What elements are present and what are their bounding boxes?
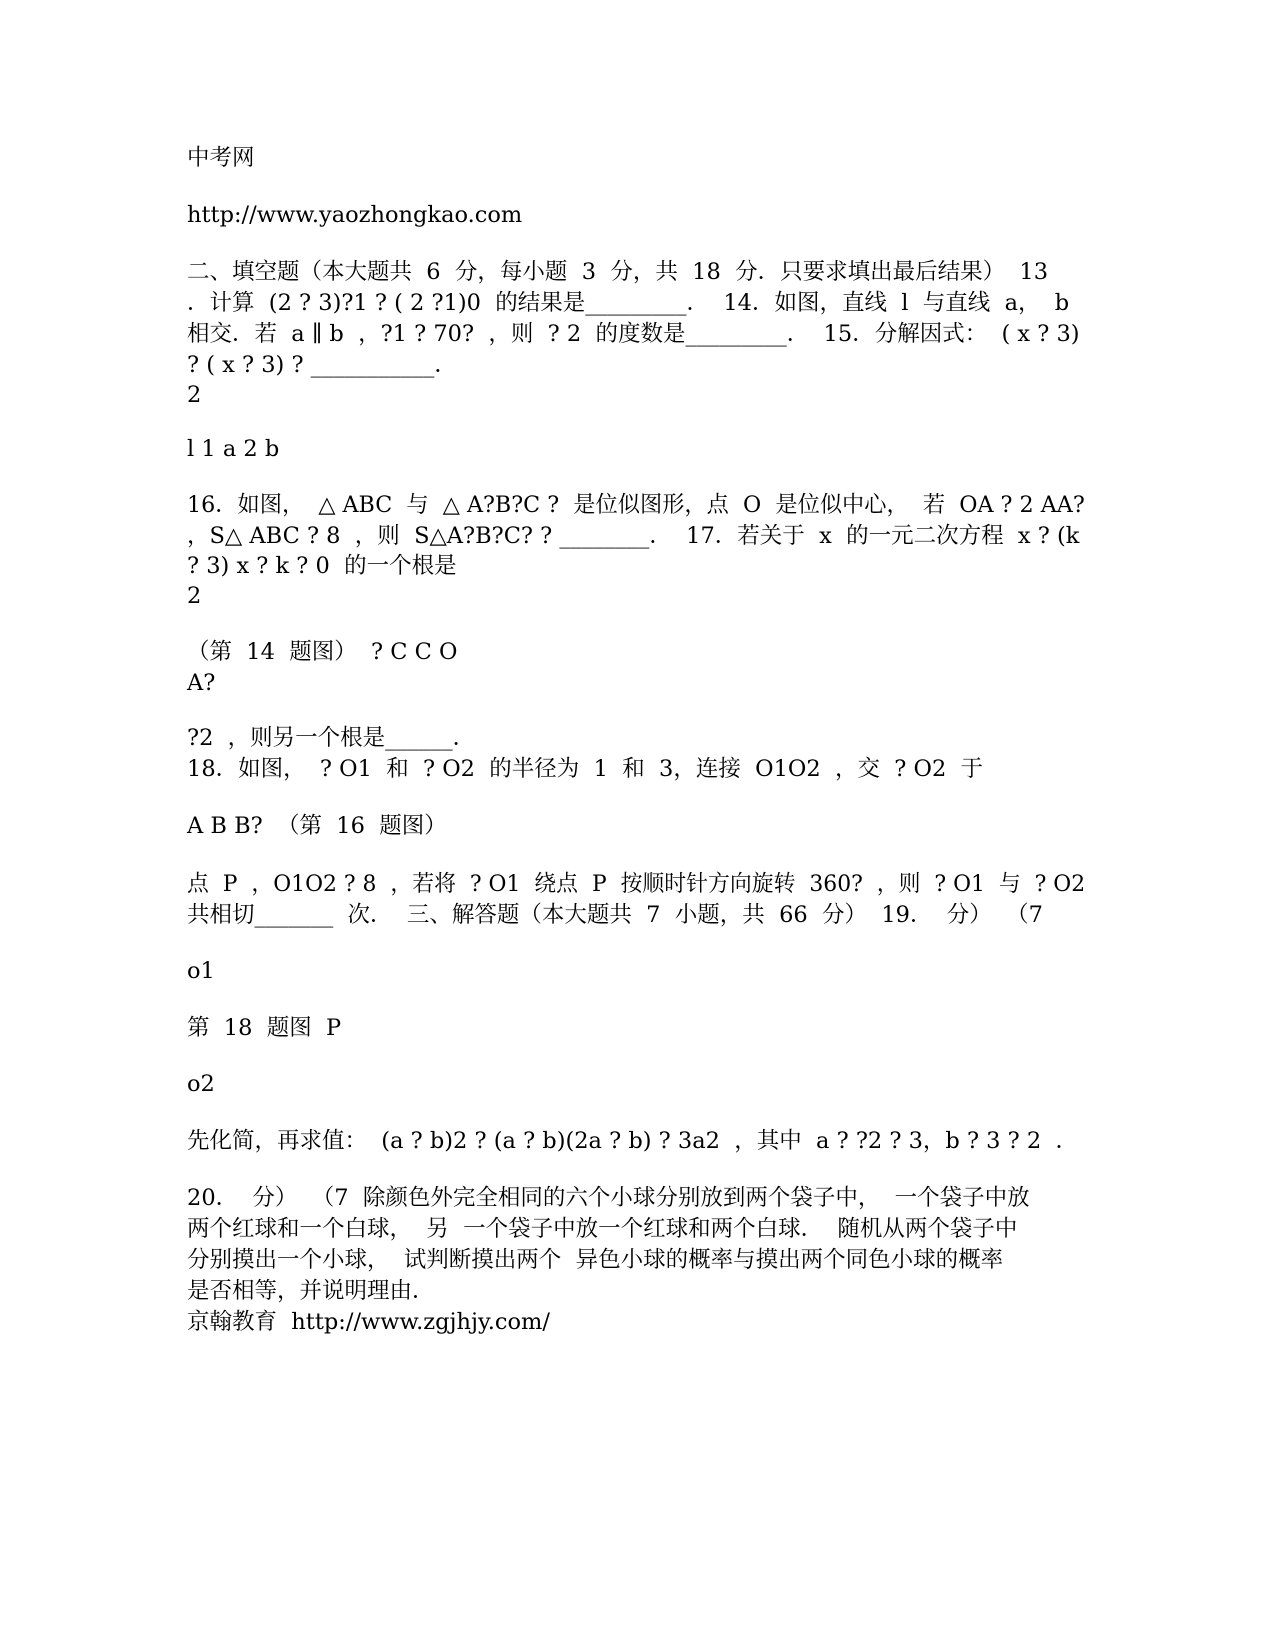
- header-site-url: http://www.yaozhongkao.com: [187, 202, 523, 228]
- text-line: ? 3) x ? k ? 0 的一个根是: [187, 553, 457, 579]
- text-line: 20． 分） （7 除颜色外完全相同的六个小球分别放到两个袋子中， 一个袋子中放: [187, 1185, 1030, 1211]
- text-line: 共相切_______ 次． 三、解答题（本大题共 7 小题，共 66 分） 19． 分） （7: [187, 902, 1043, 928]
- figure-caption: （第 14 题图） ? C C O: [187, 639, 458, 665]
- text-line: 18．如图， ? O1 和 ? O2 的半径为 1 和 3，连接 O1O2 ，交 ? O2 于: [187, 756, 984, 782]
- figure-label: A?: [187, 670, 216, 696]
- text-line: ．计算 (2 ? 3)?1 ? ( 2 ?1)0 的结果是_________． 14．如图，直线 l 与直线 a， b: [187, 290, 1070, 316]
- text-line: ，S△ ABC ? 8 ，则 S△A?B?C? ? ________． 17．若关于 x 的一元二次方程 x ? (k: [187, 523, 1080, 549]
- text-line: 分别摸出一个小球， 试判断摸出两个 异色小球的概率与摸出两个同色小球的概率: [187, 1247, 1004, 1273]
- text-line: 两个红球和一个白球， 另 一个袋子中放一个红球和两个白球． 随机从两个袋子中: [187, 1216, 1018, 1242]
- text-line: 点 P ，O1O2 ? 8 ，若将 ? O1 绕点 P 按顺时针方向旋转 360? ，则 ? O1 与 ? O2: [187, 871, 1086, 897]
- text-line: 是否相等，并说明理由．: [187, 1278, 435, 1304]
- text-line: 2: [187, 382, 202, 408]
- text-line: 先化简，再求值： (a ? b)2 ? (a ? b)(2a ? b) ? 3a2 ，其中 a ? ?2 ? 3，b ? 3 ? 2 ．: [187, 1128, 1078, 1154]
- footer-link-text: 京翰教育 http://www.zgjhjy.com/: [187, 1309, 550, 1335]
- header-site-name: 中考网: [187, 145, 255, 171]
- figure-caption: 第 18 题图 P: [187, 1015, 342, 1041]
- text-line: 16．如图， △ ABC 与 △ A?B?C ? 是位似图形，点 O 是位似中心， 若 OA ? 2 AA?: [187, 492, 1085, 518]
- text-line: ?2 ，则另一个根是______．: [187, 725, 476, 751]
- text-line: 相交．若 a ∥ b ，?1 ? 70? ，则 ? 2 的度数是_________． 15．分解因式： ( x ? 3): [187, 321, 1080, 347]
- figure-label: o1: [187, 958, 215, 984]
- figure-label: l 1 a 2 b: [187, 436, 280, 462]
- text-line: 2: [187, 583, 202, 609]
- figure-caption: A B B? （第 16 题图）: [187, 813, 447, 839]
- section-heading: 二、填空题（本大题共 6 分，每小题 3 分，共 18 分．只要求填出最后结果） 13: [187, 259, 1049, 285]
- figure-label: o2: [187, 1071, 215, 1097]
- text-line: ? ( x ? 3) ? ___________．: [187, 352, 457, 378]
